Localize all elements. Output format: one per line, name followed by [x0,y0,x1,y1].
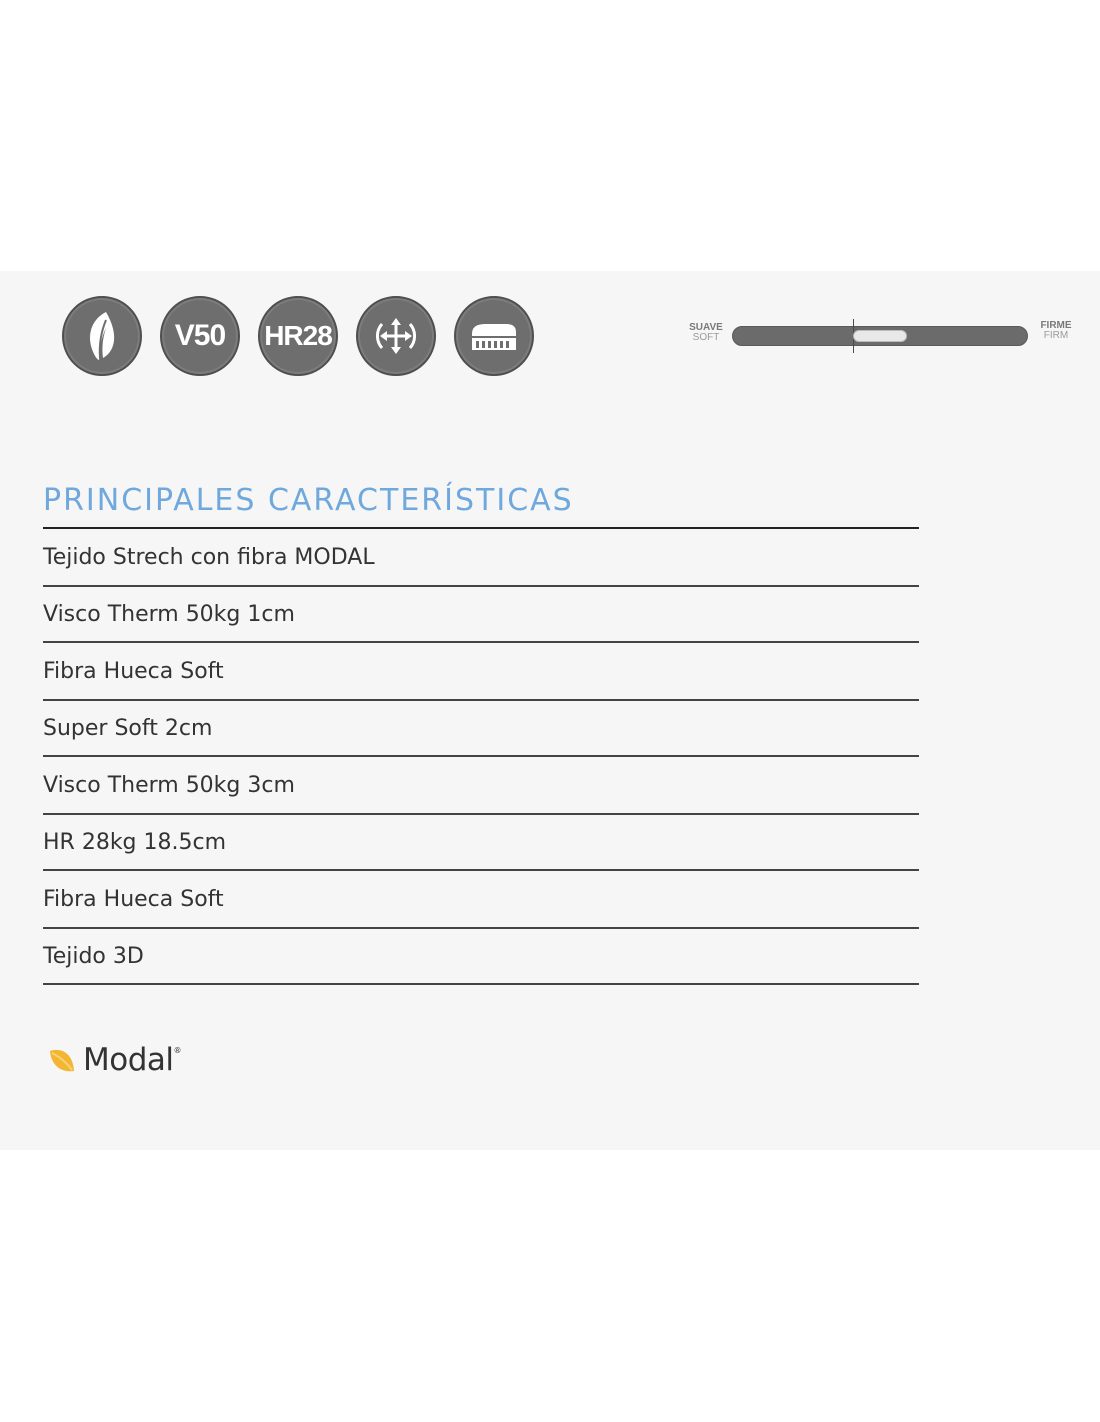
firmness-soft-label: SUAVE SOFT [689,322,723,343]
adaptive-arrows-icon [356,296,436,376]
modal-leaf-icon [47,1045,77,1075]
brand-name: Modal® [83,1042,181,1078]
firmness-scale [686,321,1076,361]
list-item: Tejido 3D [43,929,919,985]
list-item: Super Soft 2cm [43,701,919,757]
product-features-panel [0,271,1100,1150]
list-item: Visco Therm 50kg 3cm [43,757,919,815]
section-title: PRINCIPALES CARACTERÍSTICAS [43,483,574,518]
leaf-icon [62,296,142,376]
v50-icon [160,296,240,376]
firmness-indicator [853,330,907,342]
list-item: Visco Therm 50kg 1cm [43,587,919,643]
features-list [43,527,919,985]
list-item: HR 28kg 18.5cm [43,815,919,871]
list-item: Fibra Hueca Soft [43,871,919,929]
v50-label: V50 [174,319,226,352]
list-item: Tejido Strech con fibra MODAL [43,529,919,587]
list-item: Fibra Hueca Soft [43,643,919,701]
firmness-firm-label: FIRME FIRM [1040,320,1072,341]
hr28-icon [258,296,338,376]
mattress-layers-icon [454,296,534,376]
feature-icons [62,296,534,376]
firmness-bar [732,326,1028,346]
hr28-label: HR28 [264,320,332,351]
modal-logo [47,1042,181,1078]
